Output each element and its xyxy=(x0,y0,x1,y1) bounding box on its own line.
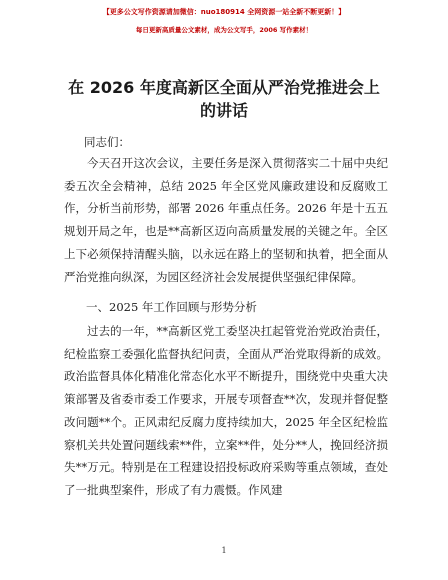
salutation: 同志们： xyxy=(84,135,130,149)
page-number: 1 xyxy=(221,546,227,555)
paragraph-intro: 今天召开这次会议，主要任务是深入贯彻落实二十届中央纪委五次全会精神，总结 2025 年全区党风廉政建设和反腐败工作，分析当前形势，部署 2026 年重点任务。2026 年是十五五规划开局之年，也是**高新区迈向高质量发展的关键之年。全区上下必须保持清醒头脑，以永远在路上的坚韧和执着，把全面从严治党推向纵深，为园区经济社会发展提供坚强纪律保障。 xyxy=(64,156,388,284)
header-banner xyxy=(0,0,448,44)
document-title: 在 2026 年度高新区全面从严治党推进会上的讲话 xyxy=(68,78,380,120)
banner-line-1: 【更多公文写作资源请加微信：nuo180914 全网资源一站全新不断更新！】 xyxy=(102,8,346,16)
paragraph-review: 过去的一年，**高新区党工委坚决扛起管党治党政治责任，纪检监察工委强化监督执纪问责，全面从严治党取得新的成效。政治监督具体化精准化常态化水平不断提升，围绕党中央重大决策部署及省委市委工作要求，开展专项督查**次，发现并督促整改问题**个。正风肃纪反腐力度持续加大，2025 年全区纪检监察机关共处置问题线索**件，立案**件，处分**人，挽回经济损失**万元。特别是在工程建设招投标政府采购等重点领域，查处了一批典型案件，形成了有力震慑。作风建 xyxy=(64,324,388,497)
banner-line-2: 每日更新高质量公文素材，成为公文写手，2006 写作素材！ xyxy=(135,26,313,34)
section-heading-1: 一、2025 年工作回顾与形势分析 xyxy=(86,300,257,314)
